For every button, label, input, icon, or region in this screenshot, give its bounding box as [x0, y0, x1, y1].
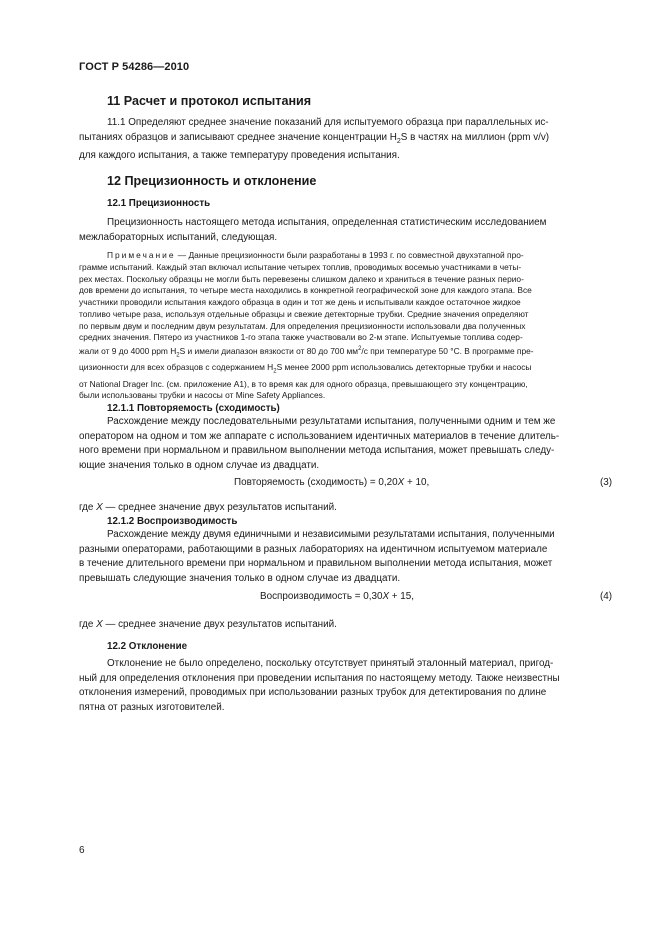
formula-3-number: (3) [600, 477, 613, 488]
section-12-1-1-title: 12.1.1 Повторяемость (сходимость) [107, 403, 280, 414]
paragraph-deviation: Отклонение не было определено, поскольку отсутствует принятый эталонный материал, пригод- ный для определения отклонения при проведении испытания по настоящему методу. Также неизвестны отклонения измерений, проводимых при использовании разных трубок для детектирования по длине пятна от разных изготовителей. [79, 658, 560, 713]
page-number: 6 [79, 845, 85, 856]
paragraph-repeatability: Расхождение между последовательными результатами испытания, полученными одним и тем же оператором на одном и том же аппарате с использованием идентичных материалов в течение длитель- ного времени при нормальном и правильном выполнении метода испытания, может превышать следу- ющие значения только в одном случае из двадцати. [79, 416, 560, 471]
formula-3: Повторяемость (сходимость) = 0,20X + 10, [234, 477, 430, 488]
section-12-title: 12 Прецизионность и отклонение [107, 174, 317, 188]
where-x-1: где X — среднее значение двух результатов испытаний. [79, 502, 337, 513]
paragraph-precision: Прецизионность настоящего метода испытания, определенная статистическим исследованием межлабораторных испытаний, следующая. [79, 217, 547, 243]
note-label: Примечание [107, 250, 176, 260]
section-12-1-2-title: 12.1.2 Воспроизводимость [107, 516, 238, 527]
paragraph-11-1: 11.1 Определяют среднее значение показаний для испытуемого образца при параллельных ис- пытаниях образцов и записывают среднее значение концентрации $H_2S$ в частях на миллион (ppm v/v) для каждого испытания, а также температуру проведения испытания. [79, 117, 550, 161]
formula-4: Воспроизводимость = 0,30X + 15, [260, 591, 415, 602]
note-precision: Примечание — Данные прецизионности были разработаны в 1993 г. по совместной двухэтапной про- грамме испытаний. Каждый этап включал испытание четырех топлив, проводимых восемью участниками в четы- рех местах. Поскольку образцы не могли быть перевезены слишком далеко и храниться в течение разных перио- дов времени до испытания, то четыре места находились в конкретной географической зоне для каждого этапа. Все участники проводили испытания каждого образца в один и тот же день и испытывали каждое остаточное жидкое топливо четыре раза, используя отдельные образцы и свежие детекторные трубки. Средние значения определяют по первым двум и последним двум результатам. Для определения прецизионности использовали два полученных средних значения. Пятеро из участников 1-го этапа также участвовали во 2-м этапе. Испытуемые топлива содер- жали от 9 до 4000 ppm $H_2S$ и имели диапазон вязкости от 80 до 700 $мм^2/с$ при температуре 50 °С. В программе пре- цизионности для всех образцов с содержанием $H_2S$ менее 2000 ppm использовались детекторные трубки и насосы от National Drager Inc. (см. приложение А1), в то время как для одного образца, превышающего эту концентрацию, были использованы трубки и насосы от Mine Safety Appliances. [79, 250, 534, 401]
where-x-2: где X — среднее значение двух результатов испытаний. [79, 619, 337, 630]
section-12-2-title: 12.2 Отклонение [107, 641, 188, 652]
paragraph-reproducibility: Расхождение между двумя единичными и независимыми результатами испытания, полученными разными операторами, работающими в разных лабораториях на идентичном испытуемом материале в течение длительного времени при нормальном и правильном выполнении метода испытания, может превышать следующие значения только в одном случае из двадцати. [79, 529, 555, 584]
section-11-title: 11 Расчет и протокол испытания [107, 94, 312, 108]
standard-header: ГОСТ Р 54286—2010 [79, 61, 190, 73]
formula-4-number: (4) [600, 591, 613, 602]
section-12-1-title: 12.1 Прецизионность [107, 198, 211, 209]
